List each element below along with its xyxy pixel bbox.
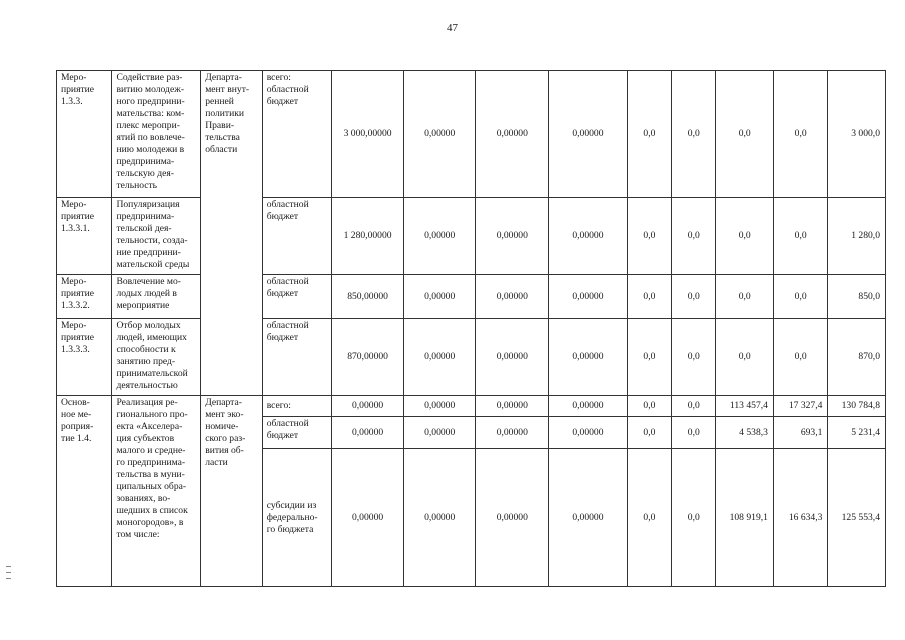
value-cell: 0,00000: [332, 396, 404, 417]
value-cell: 0,0: [672, 319, 716, 396]
value-cell: 0,0: [716, 198, 773, 275]
value-cell-total: 3 000,0: [828, 71, 886, 198]
value-cell: 0,00000: [403, 417, 476, 449]
value-cell: 0,00000: [549, 275, 628, 319]
funding-source: областной бюджет: [262, 417, 332, 449]
value-cell: 0,0: [773, 71, 827, 198]
value-cell-total: 850,0: [828, 275, 886, 319]
value-cell: 0,00000: [549, 198, 628, 275]
executor-cell: Департа- мент внут- ренней политики Прави- тельства области: [201, 71, 263, 396]
value-cell: 0,00000: [549, 319, 628, 396]
value-cell: 0,0: [672, 71, 716, 198]
table-row: [57, 319, 886, 396]
value-cell: 0,0: [627, 275, 671, 319]
page-number: 47: [447, 22, 458, 34]
value-cell: 0,0: [773, 275, 827, 319]
value-cell: 3 000,00000: [332, 71, 404, 198]
margin-mark: [6, 566, 11, 567]
funding-source: субсидии из федерально- го бюджета: [262, 449, 332, 587]
value-cell: 0,00000: [476, 71, 549, 198]
value-cell: 0,0: [627, 396, 671, 417]
value-cell: 0,00000: [476, 319, 549, 396]
value-cell: 0,00000: [549, 449, 628, 587]
value-cell: 0,0: [773, 319, 827, 396]
value-cell: 0,0: [627, 319, 671, 396]
budget-table: [56, 70, 886, 587]
value-cell: 0,00000: [476, 275, 549, 319]
value-cell: 0,00000: [403, 449, 476, 587]
value-cell: 0,0: [627, 417, 671, 449]
value-cell: 108 919,1: [716, 449, 773, 587]
table-row: [57, 275, 886, 319]
value-cell: 0,00000: [403, 275, 476, 319]
table-row: [57, 396, 886, 417]
value-cell: 113 457,4: [716, 396, 773, 417]
value-cell: 0,0: [773, 198, 827, 275]
table-row: [57, 71, 886, 198]
value-cell: 0,00000: [476, 449, 549, 587]
margin-mark: [6, 572, 11, 573]
value-cell: 16 634,3: [773, 449, 827, 587]
margin-mark: [6, 578, 11, 579]
measure-description: Содействие раз- витию молодеж- ного предприни- мательства: ком- плекс меропри- ятий по вовлече- нию молодежи в предпринима- тельскую дея- тельность: [112, 71, 201, 198]
table-row: [57, 198, 886, 275]
value-cell: 0,00000: [403, 71, 476, 198]
value-cell: 0,0: [716, 71, 773, 198]
value-cell: 0,0: [672, 449, 716, 587]
measure-code: Меро- приятие 1.3.3.1.: [57, 198, 112, 275]
value-cell: 870,00000: [332, 319, 404, 396]
funding-source: областной бюджет: [262, 319, 332, 396]
funding-source: областной бюджет: [262, 198, 332, 275]
value-cell: 0,00000: [403, 396, 476, 417]
value-cell-total: 5 231,4: [828, 417, 886, 449]
value-cell: 0,00000: [403, 198, 476, 275]
measure-code: Меро- приятие 1.3.3.2.: [57, 275, 112, 319]
measure-description: Отбор молодых людей, имеющих способности к занятию пред- принимательской деятельностью: [112, 319, 201, 396]
value-cell: 0,00000: [476, 396, 549, 417]
measure-code: Меро- приятие 1.3.3.: [57, 71, 112, 198]
value-cell: 850,00000: [332, 275, 404, 319]
value-cell: 17 327,4: [773, 396, 827, 417]
executor-cell: Департа- мент эко- номиче- ского раз- вития об- ласти: [201, 396, 263, 587]
funding-source: всего:: [262, 396, 332, 417]
measure-code: Меро- приятие 1.3.3.3.: [57, 319, 112, 396]
value-cell: 0,0: [672, 275, 716, 319]
value-cell: 0,00000: [549, 417, 628, 449]
value-cell: 0,0: [716, 319, 773, 396]
value-cell: 0,00000: [549, 71, 628, 198]
value-cell: 0,00000: [476, 417, 549, 449]
value-cell: 0,0: [672, 417, 716, 449]
value-cell: 693,1: [773, 417, 827, 449]
funding-source: областной бюджет: [262, 275, 332, 319]
value-cell: 0,0: [627, 198, 671, 275]
value-cell: 4 538,3: [716, 417, 773, 449]
funding-source: всего: областной бюджет: [262, 71, 332, 198]
value-cell: 0,00000: [332, 417, 404, 449]
value-cell: 0,00000: [549, 396, 628, 417]
value-cell: 0,00000: [332, 449, 404, 587]
value-cell: 0,0: [627, 71, 671, 198]
value-cell: 1 280,00000: [332, 198, 404, 275]
value-cell: 0,00000: [476, 198, 549, 275]
measure-code: Основ- ное ме- роприя- тие 1.4.: [57, 396, 112, 587]
value-cell-total: 1 280,0: [828, 198, 886, 275]
value-cell: 0,0: [672, 396, 716, 417]
measure-description: Популяризация предпринима- тельской дея- тельности, созда- ние предприни- мательской среды: [112, 198, 201, 275]
value-cell: 0,0: [627, 449, 671, 587]
value-cell-total: 870,0: [828, 319, 886, 396]
value-cell-total: 130 784,8: [828, 396, 886, 417]
value-cell: 0,0: [716, 275, 773, 319]
value-cell: 0,00000: [403, 319, 476, 396]
measure-description: Вовлечение мо- лодых людей в мероприятие: [112, 275, 201, 319]
value-cell: 0,0: [672, 198, 716, 275]
value-cell-total: 125 553,4: [828, 449, 886, 587]
measure-description: Реализация ре- гионального про- екта «Акселера- ция субъектов малого и средне- го предпринима- тельства в муни- ципальных обра- зованиях, во- шедших в список моногородов», в том числе:: [112, 396, 201, 587]
